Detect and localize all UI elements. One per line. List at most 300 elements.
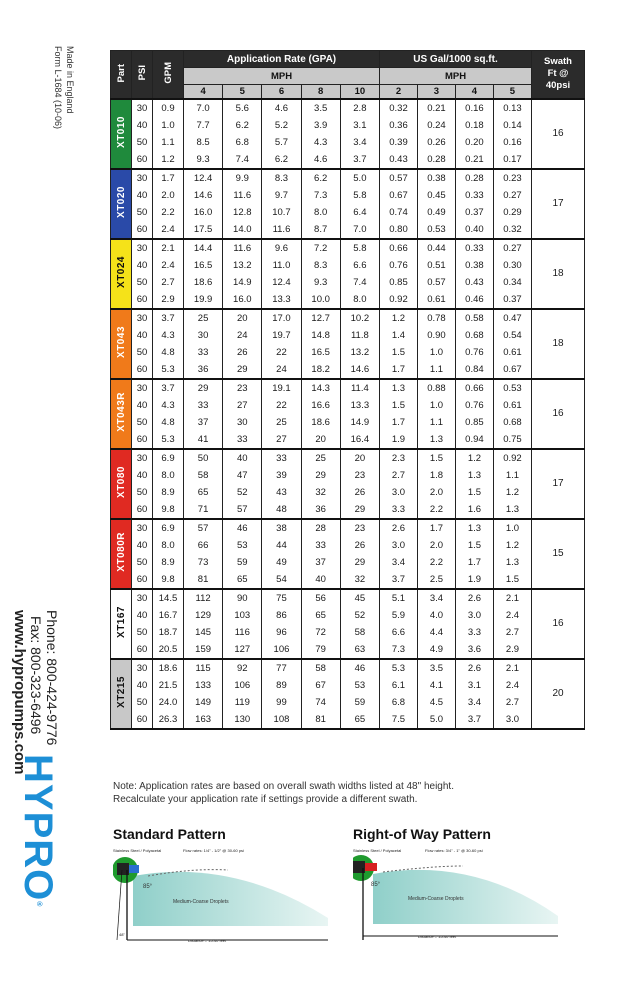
gpa-value: 3.5 <box>301 99 340 117</box>
table-row <box>111 641 585 659</box>
gal-value: 0.27 <box>493 239 531 257</box>
gal-value: 4.4 <box>417 624 455 641</box>
hypro-logo <box>16 754 60 907</box>
gpm-value: 8.0 <box>153 537 184 554</box>
swath-value: 15 <box>532 519 585 589</box>
header-mph-gal: MPH <box>380 68 532 85</box>
table-row <box>111 291 585 309</box>
table-row <box>111 221 585 239</box>
gpa-value: 24 <box>223 327 262 344</box>
gpa-value: 46 <box>223 519 262 537</box>
table-row <box>111 117 585 134</box>
gal-value: 5.0 <box>417 711 455 729</box>
gpa-value: 66 <box>184 537 223 554</box>
psi-value: 40 <box>132 397 153 414</box>
gpa-value: 6.2 <box>262 151 301 169</box>
gpa-value: 89 <box>262 677 301 694</box>
gal-value: 0.43 <box>455 274 493 291</box>
gal-value: 1.9 <box>455 571 493 589</box>
svg-text:Distance = 15-40 feet: Distance = 15-40 feet <box>418 934 457 939</box>
gpa-value: 16.0 <box>184 204 223 221</box>
table-row <box>111 519 585 537</box>
gpa-value: 103 <box>223 607 262 624</box>
gpa-value: 20 <box>340 449 379 467</box>
gpa-value: 19.1 <box>262 379 301 397</box>
note-line-2: Recalculate your application rate if settings provide a different swath. <box>113 794 418 805</box>
gpa-value: 130 <box>223 711 262 729</box>
gpm-value: 4.8 <box>153 414 184 431</box>
header-gpm: GPM <box>153 51 184 99</box>
gpa-value: 79 <box>301 641 340 659</box>
gpa-value: 145 <box>184 624 223 641</box>
gal-value: 0.27 <box>493 187 531 204</box>
psi-value: 50 <box>132 414 153 431</box>
psi-value: 50 <box>132 274 153 291</box>
made-in-label: Made in England <box>65 46 75 114</box>
gal-value: 0.40 <box>455 221 493 239</box>
gal-value: 1.2 <box>455 449 493 467</box>
gpm-value: 8.9 <box>153 484 184 501</box>
part-label: XT215 <box>111 659 132 729</box>
part-label: XT080 <box>111 449 132 519</box>
gal-value: 6.8 <box>380 694 418 711</box>
gpa-value: 46 <box>340 659 379 677</box>
gal-value: 0.74 <box>380 204 418 221</box>
gal-value: 0.53 <box>417 221 455 239</box>
gal-value: 0.92 <box>380 291 418 309</box>
gal-value: 0.68 <box>493 414 531 431</box>
gpa-value: 9.3 <box>301 274 340 291</box>
gal-value: 1.5 <box>417 449 455 467</box>
gpa-value: 29 <box>340 501 379 519</box>
gpm-value: 21.5 <box>153 677 184 694</box>
gal-value: 0.49 <box>417 204 455 221</box>
gpa-value: 30 <box>223 414 262 431</box>
gpm-value: 6.9 <box>153 519 184 537</box>
part-label: XT080R <box>111 519 132 589</box>
gpa-value: 25 <box>184 309 223 327</box>
gal-value: 0.14 <box>493 117 531 134</box>
gal-value: 2.6 <box>455 589 493 607</box>
gal-value: 3.0 <box>380 537 418 554</box>
psi-value: 50 <box>132 344 153 361</box>
gal-value: 2.7 <box>380 467 418 484</box>
spray-pattern-illustration <box>113 848 343 948</box>
gal-value: 3.0 <box>380 484 418 501</box>
gpm-value: 1.2 <box>153 151 184 169</box>
gpa-value: 13.2 <box>223 257 262 274</box>
gpa-value: 33 <box>223 431 262 449</box>
gal-value: 0.33 <box>455 239 493 257</box>
registered-mark: ® <box>35 901 42 908</box>
psi-value: 40 <box>132 467 153 484</box>
gpm-value: 18.6 <box>153 659 184 677</box>
table-row <box>111 379 585 397</box>
table-row <box>111 537 585 554</box>
speed-header-gal: 5 <box>493 85 531 99</box>
gal-value: 3.7 <box>380 571 418 589</box>
gpa-value: 29 <box>301 467 340 484</box>
gal-value: 1.5 <box>380 397 418 414</box>
gpa-value: 59 <box>340 694 379 711</box>
gal-value: 0.16 <box>455 99 493 117</box>
gpa-value: 16.6 <box>301 397 340 414</box>
gpa-value: 7.4 <box>340 274 379 291</box>
table-row <box>111 344 585 361</box>
gpa-value: 49 <box>262 554 301 571</box>
gpa-value: 8.0 <box>301 204 340 221</box>
gpa-value: 7.0 <box>184 99 223 117</box>
gal-value: 0.54 <box>493 327 531 344</box>
logo-text: HYPRO <box>16 754 60 902</box>
gpa-value: 8.7 <box>301 221 340 239</box>
gpa-value: 58 <box>184 467 223 484</box>
gpa-value: 17.5 <box>184 221 223 239</box>
gpa-value: 16.4 <box>340 431 379 449</box>
svg-text:85°: 85° <box>371 882 381 888</box>
gpa-value: 73 <box>184 554 223 571</box>
gpm-value: 8.9 <box>153 554 184 571</box>
table-row <box>111 694 585 711</box>
gpm-value: 1.0 <box>153 117 184 134</box>
part-label: XT024 <box>111 239 132 309</box>
gal-value: 0.76 <box>455 344 493 361</box>
gal-value: 1.8 <box>417 467 455 484</box>
table-row <box>111 501 585 519</box>
gal-value: 2.0 <box>417 537 455 554</box>
gal-value: 0.92 <box>493 449 531 467</box>
gpa-value: 40 <box>223 449 262 467</box>
gal-value: 1.5 <box>455 484 493 501</box>
psi-value: 50 <box>132 554 153 571</box>
svg-text:48": 48" <box>119 932 125 937</box>
svg-text:85°: 85° <box>143 884 153 890</box>
gpa-value: 10.2 <box>340 309 379 327</box>
swath-value: 20 <box>532 659 585 729</box>
speed-header-gpa: 6 <box>262 85 301 99</box>
gpa-value: 11.8 <box>340 327 379 344</box>
gpa-value: 44 <box>262 537 301 554</box>
gpa-value: 59 <box>223 554 262 571</box>
gal-value: 1.1 <box>493 467 531 484</box>
application-note <box>113 780 533 806</box>
gpa-value: 38 <box>262 519 301 537</box>
header-swath: Swath Ft @ 40psi <box>532 51 585 99</box>
gal-value: 3.4 <box>455 694 493 711</box>
gpa-value: 67 <box>301 677 340 694</box>
gal-value: 2.7 <box>493 694 531 711</box>
svg-text:Stainless Steel / Polyacetal: Stainless Steel / Polyacetal <box>113 848 162 853</box>
website-link[interactable]: www.hypropumps.com <box>11 610 28 775</box>
gal-value: 0.21 <box>417 99 455 117</box>
gpa-value: 53 <box>340 677 379 694</box>
gal-value: 6.6 <box>380 624 418 641</box>
gpa-value: 23 <box>223 379 262 397</box>
gpa-value: 13.3 <box>262 291 301 309</box>
psi-value: 60 <box>132 501 153 519</box>
gpm-value: 14.5 <box>153 589 184 607</box>
gpa-value: 14.9 <box>340 414 379 431</box>
psi-value: 60 <box>132 711 153 729</box>
speed-header-gpa: 8 <box>301 85 340 99</box>
gpa-value: 25 <box>301 449 340 467</box>
gal-value: 2.6 <box>455 659 493 677</box>
gal-value: 0.33 <box>455 187 493 204</box>
gpa-value: 5.0 <box>340 169 379 187</box>
gal-value: 1.7 <box>417 519 455 537</box>
gpa-value: 3.9 <box>301 117 340 134</box>
gpa-value: 5.2 <box>262 117 301 134</box>
gpa-value: 24 <box>262 361 301 379</box>
gpa-value: 32 <box>301 484 340 501</box>
gal-value: 3.4 <box>417 589 455 607</box>
swath-value: 18 <box>532 309 585 379</box>
gpa-value: 26 <box>340 537 379 554</box>
gpa-value: 58 <box>340 624 379 641</box>
speed-header-gpa: 5 <box>223 85 262 99</box>
gpa-value: 53 <box>223 537 262 554</box>
gal-value: 2.2 <box>417 501 455 519</box>
gal-value: 1.0 <box>417 344 455 361</box>
gpa-value: 33 <box>301 537 340 554</box>
gal-value: 4.0 <box>417 607 455 624</box>
table-row <box>111 327 585 344</box>
gal-value: 0.28 <box>455 169 493 187</box>
gpa-value: 14.6 <box>340 361 379 379</box>
gpa-value: 10.7 <box>262 204 301 221</box>
gal-value: 2.4 <box>493 607 531 624</box>
gpa-value: 41 <box>184 431 223 449</box>
gpa-value: 7.7 <box>184 117 223 134</box>
standard-pattern-title: Standard Pattern <box>113 826 226 842</box>
gpa-value: 7.0 <box>340 221 379 239</box>
gal-value: 3.3 <box>455 624 493 641</box>
psi-value: 50 <box>132 694 153 711</box>
gpa-value: 17.0 <box>262 309 301 327</box>
gal-value: 1.7 <box>380 414 418 431</box>
gpa-value: 116 <box>223 624 262 641</box>
gpa-value: 26 <box>340 484 379 501</box>
part-label: XT043 <box>111 309 132 379</box>
gal-value: 0.66 <box>455 379 493 397</box>
gpa-value: 14.4 <box>184 239 223 257</box>
psi-value: 30 <box>132 169 153 187</box>
gpa-value: 39 <box>262 467 301 484</box>
gpa-value: 92 <box>223 659 262 677</box>
gpm-value: 2.4 <box>153 221 184 239</box>
gal-value: 1.3 <box>380 379 418 397</box>
psi-value: 30 <box>132 519 153 537</box>
gal-value: 2.2 <box>417 554 455 571</box>
psi-value: 30 <box>132 239 153 257</box>
gal-value: 1.4 <box>380 327 418 344</box>
phone-number: Phone: 800-424-9776 <box>44 610 60 746</box>
gal-value: 0.85 <box>380 274 418 291</box>
gal-value: 0.57 <box>417 274 455 291</box>
psi-value: 60 <box>132 221 153 239</box>
gal-value: 0.32 <box>380 99 418 117</box>
header-psi: PSI <box>132 51 153 99</box>
gal-value: 1.5 <box>493 571 531 589</box>
gpa-value: 11.6 <box>223 187 262 204</box>
gpm-value: 0.9 <box>153 99 184 117</box>
gpa-value: 12.8 <box>223 204 262 221</box>
gal-value: 0.24 <box>417 117 455 134</box>
gpa-value: 9.7 <box>262 187 301 204</box>
psi-value: 40 <box>132 537 153 554</box>
gal-value: 0.34 <box>493 274 531 291</box>
nozzle-rate-table <box>110 50 585 730</box>
gpa-value: 11.4 <box>340 379 379 397</box>
gal-value: 0.51 <box>417 257 455 274</box>
gal-value: 0.17 <box>493 151 531 169</box>
psi-value: 60 <box>132 151 153 169</box>
gpa-value: 8.3 <box>262 169 301 187</box>
gal-value: 1.1 <box>417 361 455 379</box>
psi-value: 50 <box>132 204 153 221</box>
gal-value: 2.0 <box>417 484 455 501</box>
gpa-value: 29 <box>223 361 262 379</box>
table-row <box>111 239 585 257</box>
gpm-value: 26.3 <box>153 711 184 729</box>
gal-value: 5.1 <box>380 589 418 607</box>
header-mph-gpa: MPH <box>184 68 380 85</box>
gal-value: 0.61 <box>493 397 531 414</box>
gpa-value: 12.7 <box>301 309 340 327</box>
part-label: XT020 <box>111 169 132 239</box>
gpa-value: 108 <box>262 711 301 729</box>
gpa-value: 52 <box>223 484 262 501</box>
gpa-value: 5.7 <box>262 134 301 151</box>
gpa-value: 65 <box>340 711 379 729</box>
right-of-way-pattern-title: Right-of Way Pattern <box>353 826 491 842</box>
gal-value: 0.94 <box>455 431 493 449</box>
gpa-value: 36 <box>301 501 340 519</box>
table-row <box>111 659 585 677</box>
svg-text:Distance = 15-40 feet: Distance = 15-40 feet <box>188 938 227 943</box>
gpm-value: 24.0 <box>153 694 184 711</box>
gal-value: 0.85 <box>455 414 493 431</box>
gpm-value: 6.9 <box>153 449 184 467</box>
gal-value: 2.3 <box>380 449 418 467</box>
table-row <box>111 624 585 641</box>
gpm-value: 2.2 <box>153 204 184 221</box>
gal-value: 4.5 <box>417 694 455 711</box>
gpa-value: 25 <box>262 414 301 431</box>
table-row <box>111 484 585 501</box>
note-line-1: Note: Application rates are based on overall swath widths listed at 48" height. <box>113 781 454 792</box>
fax-number: Fax: 800-323-6496 <box>28 616 44 735</box>
table-row <box>111 169 585 187</box>
gpa-value: 26 <box>223 344 262 361</box>
gal-value: 1.5 <box>380 344 418 361</box>
gpa-value: 149 <box>184 694 223 711</box>
gal-value: 0.75 <box>493 431 531 449</box>
gpa-value: 58 <box>301 659 340 677</box>
gpa-value: 33 <box>262 449 301 467</box>
gal-value: 1.1 <box>417 414 455 431</box>
gpa-value: 6.8 <box>223 134 262 151</box>
gal-value: 0.13 <box>493 99 531 117</box>
gpa-value: 33 <box>184 397 223 414</box>
table-row <box>111 711 585 729</box>
form-number: Form L-1684 (10-06) <box>53 46 63 130</box>
gal-value: 3.0 <box>493 711 531 729</box>
gal-value: 1.7 <box>380 361 418 379</box>
gpa-value: 11.6 <box>223 239 262 257</box>
gpa-value: 23 <box>340 519 379 537</box>
psi-value: 30 <box>132 659 153 677</box>
gal-value: 1.2 <box>493 484 531 501</box>
gal-value: 2.6 <box>380 519 418 537</box>
svg-text:Flow rates: 3/4" - 1" @ 30-60: Flow rates: 3/4" - 1" @ 30-60 psi <box>425 848 483 853</box>
gpm-value: 2.9 <box>153 291 184 309</box>
gpa-value: 133 <box>184 677 223 694</box>
gpa-value: 56 <box>301 589 340 607</box>
swath-value: 18 <box>532 239 585 309</box>
gpa-value: 54 <box>262 571 301 589</box>
gal-value: 1.2 <box>493 537 531 554</box>
gal-value: 0.61 <box>417 291 455 309</box>
gal-value: 1.6 <box>455 501 493 519</box>
table-row <box>111 467 585 484</box>
gpa-value: 16.0 <box>223 291 262 309</box>
gpa-value: 90 <box>223 589 262 607</box>
gal-value: 0.90 <box>417 327 455 344</box>
table-row <box>111 431 585 449</box>
psi-value: 50 <box>132 624 153 641</box>
psi-value: 60 <box>132 571 153 589</box>
gpa-value: 63 <box>340 641 379 659</box>
gpa-value: 33 <box>184 344 223 361</box>
gal-value: 1.0 <box>417 397 455 414</box>
gal-value: 2.1 <box>493 659 531 677</box>
right-of-way-pattern-diagram <box>353 826 593 946</box>
gpa-value: 50 <box>184 449 223 467</box>
gpa-value: 18.6 <box>301 414 340 431</box>
gal-value: 2.9 <box>493 641 531 659</box>
gal-value: 2.4 <box>493 677 531 694</box>
svg-text:Stainless Steel / Polyacetal: Stainless Steel / Polyacetal <box>353 848 402 853</box>
table-row <box>111 397 585 414</box>
table-row <box>111 361 585 379</box>
table-row <box>111 589 585 607</box>
gpm-value: 5.3 <box>153 361 184 379</box>
gpa-value: 16.5 <box>301 344 340 361</box>
header-part: Part <box>111 51 132 99</box>
gpa-value: 18.6 <box>184 274 223 291</box>
gal-value: 0.16 <box>493 134 531 151</box>
gpm-value: 3.7 <box>153 309 184 327</box>
gal-value: 0.37 <box>455 204 493 221</box>
gpa-value: 16.5 <box>184 257 223 274</box>
table-row <box>111 607 585 624</box>
gpa-value: 14.6 <box>184 187 223 204</box>
gpa-value: 14.0 <box>223 221 262 239</box>
gal-value: 2.7 <box>493 624 531 641</box>
gpa-value: 10.0 <box>301 291 340 309</box>
gal-value: 0.66 <box>380 239 418 257</box>
gpa-value: 27 <box>262 431 301 449</box>
gpa-value: 8.5 <box>184 134 223 151</box>
gpa-value: 23 <box>340 467 379 484</box>
gal-value: 1.9 <box>380 431 418 449</box>
psi-value: 50 <box>132 484 153 501</box>
gal-value: 0.45 <box>417 187 455 204</box>
swath-value: 16 <box>532 379 585 449</box>
svg-text:Medium-Coarse Droplets: Medium-Coarse Droplets <box>408 896 464 902</box>
gpm-value: 2.7 <box>153 274 184 291</box>
